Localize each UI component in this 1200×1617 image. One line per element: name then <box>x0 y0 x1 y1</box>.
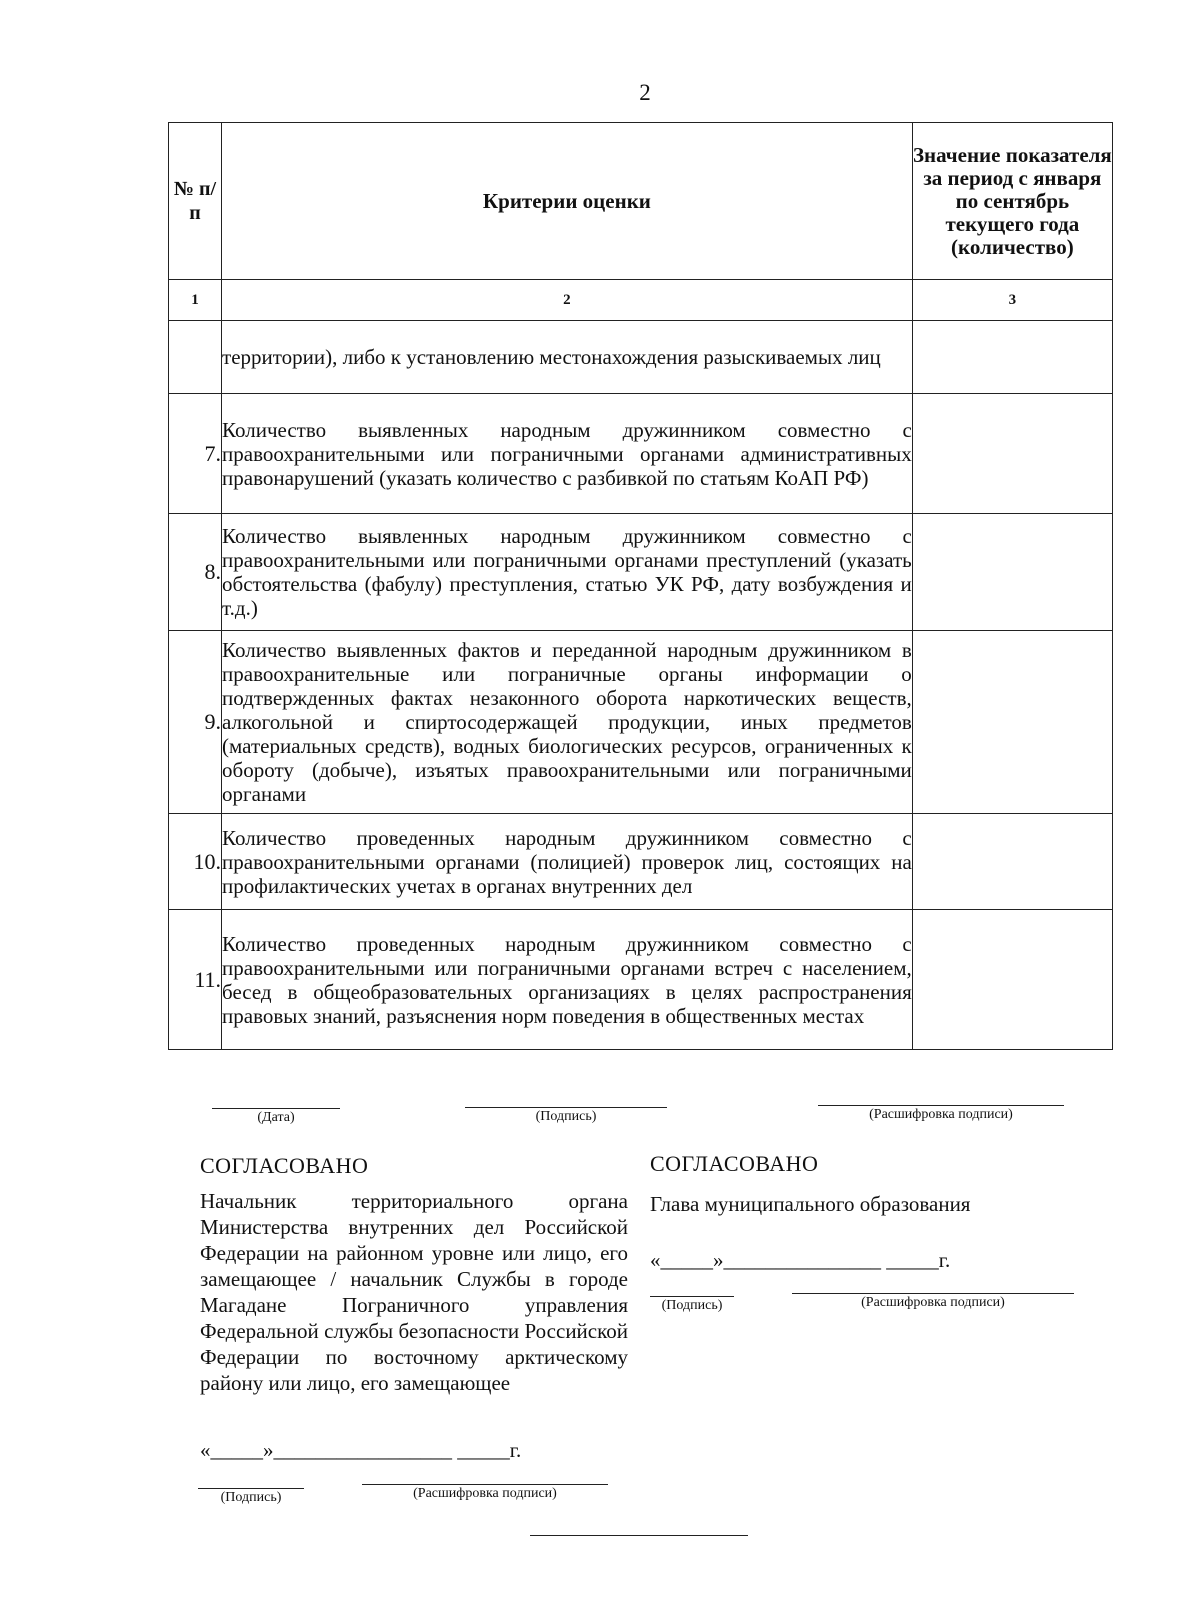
row-value <box>912 394 1112 514</box>
row-number: 11. <box>169 910 222 1050</box>
decoding-line <box>362 1484 608 1485</box>
criteria-table <box>168 122 1113 1050</box>
signature-caption: (Подпись) <box>661 1298 723 1313</box>
right-agreed-heading: СОГЛАСОВАНО <box>650 1151 819 1176</box>
table-row <box>169 910 1113 1050</box>
signature-line <box>198 1488 304 1489</box>
signature-caption: (Подпись) <box>220 1490 282 1505</box>
row-number: 9. <box>169 631 222 814</box>
table-row <box>169 394 1113 514</box>
signature-caption: (Подпись) <box>535 1109 597 1124</box>
closing-rule <box>530 1535 748 1536</box>
left-approver-text: Начальник территориального органа Министерства внутренних дел Российской Федерации на районном уровне или лицо, его замещающее / начальник Службы в городе Магадане Пограничного управления Федеральной службы безопасности Российской Федерации по восточному арктическому району или лицо, его замещающее <box>200 1189 628 1395</box>
table-header-row <box>169 123 1113 280</box>
header-value: Значение показателя за период с января по сентябрь текущего года (количество) <box>912 123 1112 280</box>
row-value <box>912 814 1112 910</box>
decoding-field <box>818 1105 1064 1123</box>
decoding-caption: (Расшифровка подписи) <box>861 1295 1005 1310</box>
right-text: Глава муниципального образования <box>650 1192 971 1216</box>
right-date-line: «_____»_______________ _____г. <box>650 1248 951 1272</box>
row-criteria: Количество проведенных народным дружинником совместно с правоохранительными органами (полицией) проверок лиц, состоящих на профилактических учетах в органах внутренних дел <box>222 814 913 910</box>
row-value <box>912 910 1112 1050</box>
left-agreed-heading: СОГЛАСОВАНО <box>200 1153 369 1178</box>
row-criteria: Количество проведенных народным дружинником совместно с правоохранительными или пограничными органами встреч с населением, бесед в общеобразовательных организациях в целях распространения правовых знаний, разъяснения норм поведения в общественных местах <box>222 910 913 1050</box>
table-index-row <box>169 280 1113 321</box>
index-cell: 3 <box>912 280 1112 321</box>
date-line <box>212 1108 340 1109</box>
left-signature-field <box>198 1488 304 1506</box>
row-number: 7. <box>169 394 222 514</box>
left-date-line: «_____»_________________ _____г. <box>200 1438 522 1462</box>
row-criteria: территории), либо к установлению местонахождения разыскиваемых лиц <box>222 321 913 394</box>
decoding-caption: (Расшифровка подписи) <box>869 1107 1013 1122</box>
index-cell: 2 <box>222 280 913 321</box>
index-cell: 1 <box>169 280 222 321</box>
decoding-line <box>818 1105 1064 1106</box>
right-signature-field <box>650 1296 734 1314</box>
table-row <box>169 514 1113 631</box>
row-number: 10. <box>169 814 222 910</box>
signature-line <box>465 1107 667 1108</box>
row-number: 8. <box>169 514 222 631</box>
header-criteria: Критерии оценки <box>222 123 913 280</box>
row-value <box>912 514 1112 631</box>
row-value <box>912 631 1112 814</box>
date-signature <box>212 1108 340 1126</box>
left-decoding-field <box>362 1484 608 1502</box>
date-caption: (Дата) <box>257 1110 295 1125</box>
decoding-caption: (Расшифровка подписи) <box>413 1486 557 1501</box>
decoding-line <box>792 1293 1074 1294</box>
row-value <box>912 321 1112 394</box>
row-criteria: Количество выявленных народным дружинником совместно с правоохранительными или пограничными органами преступлений (указать обстоятельства (фабулу) преступления, статью УК РФ, дату возбуждения и т.д.) <box>222 514 913 631</box>
signature-line <box>650 1296 734 1297</box>
row-number <box>169 321 222 394</box>
table-row <box>169 321 1113 394</box>
table-row <box>169 814 1113 910</box>
signature-field <box>465 1107 667 1125</box>
page-number: 2 <box>639 80 651 105</box>
right-decoding-field <box>792 1293 1074 1311</box>
row-criteria: Количество выявленных фактов и переданной народным дружинником в правоохранительные или пограничные органы информации о подтвержденных фактах незаконного оборота наркотических веществ, алкогольной и спиртосодержащей продукции, иных предметов (материальных средств), водных биологических ресурсов, ограниченных к обороту (добыче), изъятых правоохранительными или пограничными органами <box>222 631 913 814</box>
header-num: № п/п <box>169 123 222 280</box>
table-row <box>169 631 1113 814</box>
row-criteria: Количество выявленных народным дружинником совместно с правоохранительными или пограничными органами административных правонарушений (указать количество с разбивкой по статьям КоАП РФ) <box>222 394 913 514</box>
